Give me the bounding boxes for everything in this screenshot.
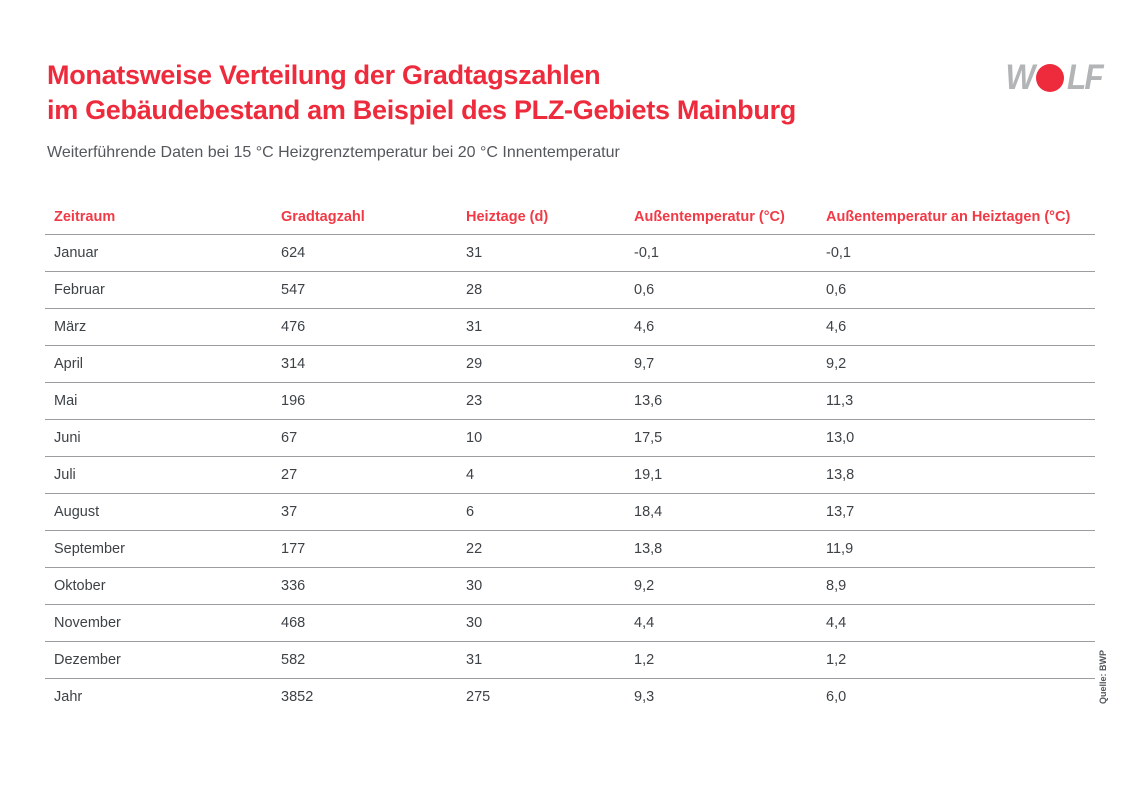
table-row [45, 493, 1095, 530]
column-header-3: Heiztage (d) [466, 209, 549, 226]
value-cell: 11,3 [826, 392, 854, 409]
value-cell: 1,2 [634, 651, 655, 668]
value-cell: 29 [466, 355, 483, 372]
table-row [45, 567, 1095, 604]
column-header-2: Gradtagzahl [281, 209, 365, 226]
value-cell: 336 [281, 577, 306, 594]
value-cell: 1,2 [826, 651, 847, 668]
value-cell: 624 [281, 244, 306, 261]
value-cell: 4,6 [826, 318, 847, 335]
value-cell: 3852 [281, 688, 314, 705]
row-label-cell: Oktober [54, 577, 106, 594]
source-note: Quelle: BWP [1098, 649, 1108, 704]
value-cell: 37 [281, 503, 298, 520]
value-cell: 8,9 [826, 577, 847, 594]
value-cell: 6 [466, 503, 475, 520]
value-cell: 4,4 [634, 614, 655, 631]
value-cell: 31 [466, 244, 483, 261]
row-label-cell: Januar [54, 244, 99, 261]
table-row [45, 456, 1095, 493]
logo-red-circle-icon [1036, 64, 1064, 92]
gradtagszahlen-table [45, 201, 1095, 715]
value-cell: 582 [281, 651, 306, 668]
row-label-cell: November [54, 614, 121, 631]
row-label-cell: Juni [54, 429, 81, 446]
logo-letter-w: W [1005, 58, 1034, 97]
row-label-cell: August [54, 503, 100, 520]
value-cell: 9,2 [634, 577, 655, 594]
value-cell: 28 [466, 281, 483, 298]
value-cell: 22 [466, 540, 483, 557]
value-cell: 4,6 [634, 318, 655, 335]
value-cell: 11,9 [826, 540, 854, 557]
value-cell: -0,1 [826, 244, 851, 261]
value-cell: 275 [466, 688, 491, 705]
value-cell: 468 [281, 614, 306, 631]
value-cell: 177 [281, 540, 306, 557]
value-cell: 314 [281, 355, 306, 372]
table-row [45, 604, 1095, 641]
value-cell: 0,6 [634, 281, 655, 298]
row-label-cell: September [54, 540, 125, 557]
value-cell: 19,1 [634, 466, 663, 483]
title-line-2: im Gebäudebestand am Beispiel des PLZ-Gebiets Mainburg [47, 95, 796, 125]
value-cell: 547 [281, 281, 306, 298]
value-cell: 17,5 [634, 429, 663, 446]
value-cell: 0,6 [826, 281, 847, 298]
row-label-cell: Dezember [54, 651, 121, 668]
value-cell: -0,1 [634, 244, 659, 261]
table-row [45, 308, 1095, 345]
value-cell: 13,6 [634, 392, 663, 409]
value-cell: 31 [466, 318, 483, 335]
value-cell: 18,4 [634, 503, 663, 520]
value-cell: 4 [466, 466, 475, 483]
value-cell: 476 [281, 318, 306, 335]
table-row [45, 271, 1095, 308]
value-cell: 13,8 [634, 540, 663, 557]
page-subtitle: Weiterführende Daten bei 15 °C Heizgrenztemperatur bei 20 °C Innentemperatur [47, 144, 620, 161]
table-row [45, 641, 1095, 678]
page-title [47, 58, 796, 128]
row-label-cell: Februar [54, 281, 105, 298]
wolf-logo [1004, 58, 1104, 97]
value-cell: 196 [281, 392, 306, 409]
title-line-1: Monatsweise Verteilung der Gradtagszahlen [47, 60, 601, 90]
logo-letters-lf: LF [1066, 58, 1102, 97]
table-row [45, 234, 1095, 271]
value-cell: 6,0 [826, 688, 847, 705]
table-body [45, 234, 1095, 715]
table-row [45, 345, 1095, 382]
table-row [45, 678, 1095, 715]
value-cell: 23 [466, 392, 483, 409]
value-cell: 30 [466, 614, 483, 631]
value-cell: 27 [281, 466, 298, 483]
value-cell: 9,3 [634, 688, 655, 705]
value-cell: 67 [281, 429, 298, 446]
column-header-1: Zeitraum [54, 209, 116, 226]
row-label-cell: April [54, 355, 84, 372]
value-cell: 9,7 [634, 355, 655, 372]
value-cell: 13,8 [826, 466, 855, 483]
table-header-row [45, 201, 1095, 234]
row-label-cell: März [54, 318, 87, 335]
value-cell: 9,2 [826, 355, 847, 372]
column-header-5: Außentemperatur an Heiztagen (°C) [826, 209, 1071, 226]
value-cell: 31 [466, 651, 483, 668]
row-label-cell: Mai [54, 392, 78, 409]
table-row [45, 530, 1095, 567]
value-cell: 4,4 [826, 614, 847, 631]
table-row [45, 382, 1095, 419]
row-label-cell: Juli [54, 466, 76, 483]
value-cell: 13,0 [826, 429, 855, 446]
value-cell: 10 [466, 429, 483, 446]
value-cell: 30 [466, 577, 483, 594]
value-cell: 13,7 [826, 503, 855, 520]
column-header-4: Außentemperatur (°C) [634, 209, 785, 226]
table-row [45, 419, 1095, 456]
row-label-cell: Jahr [54, 688, 83, 705]
